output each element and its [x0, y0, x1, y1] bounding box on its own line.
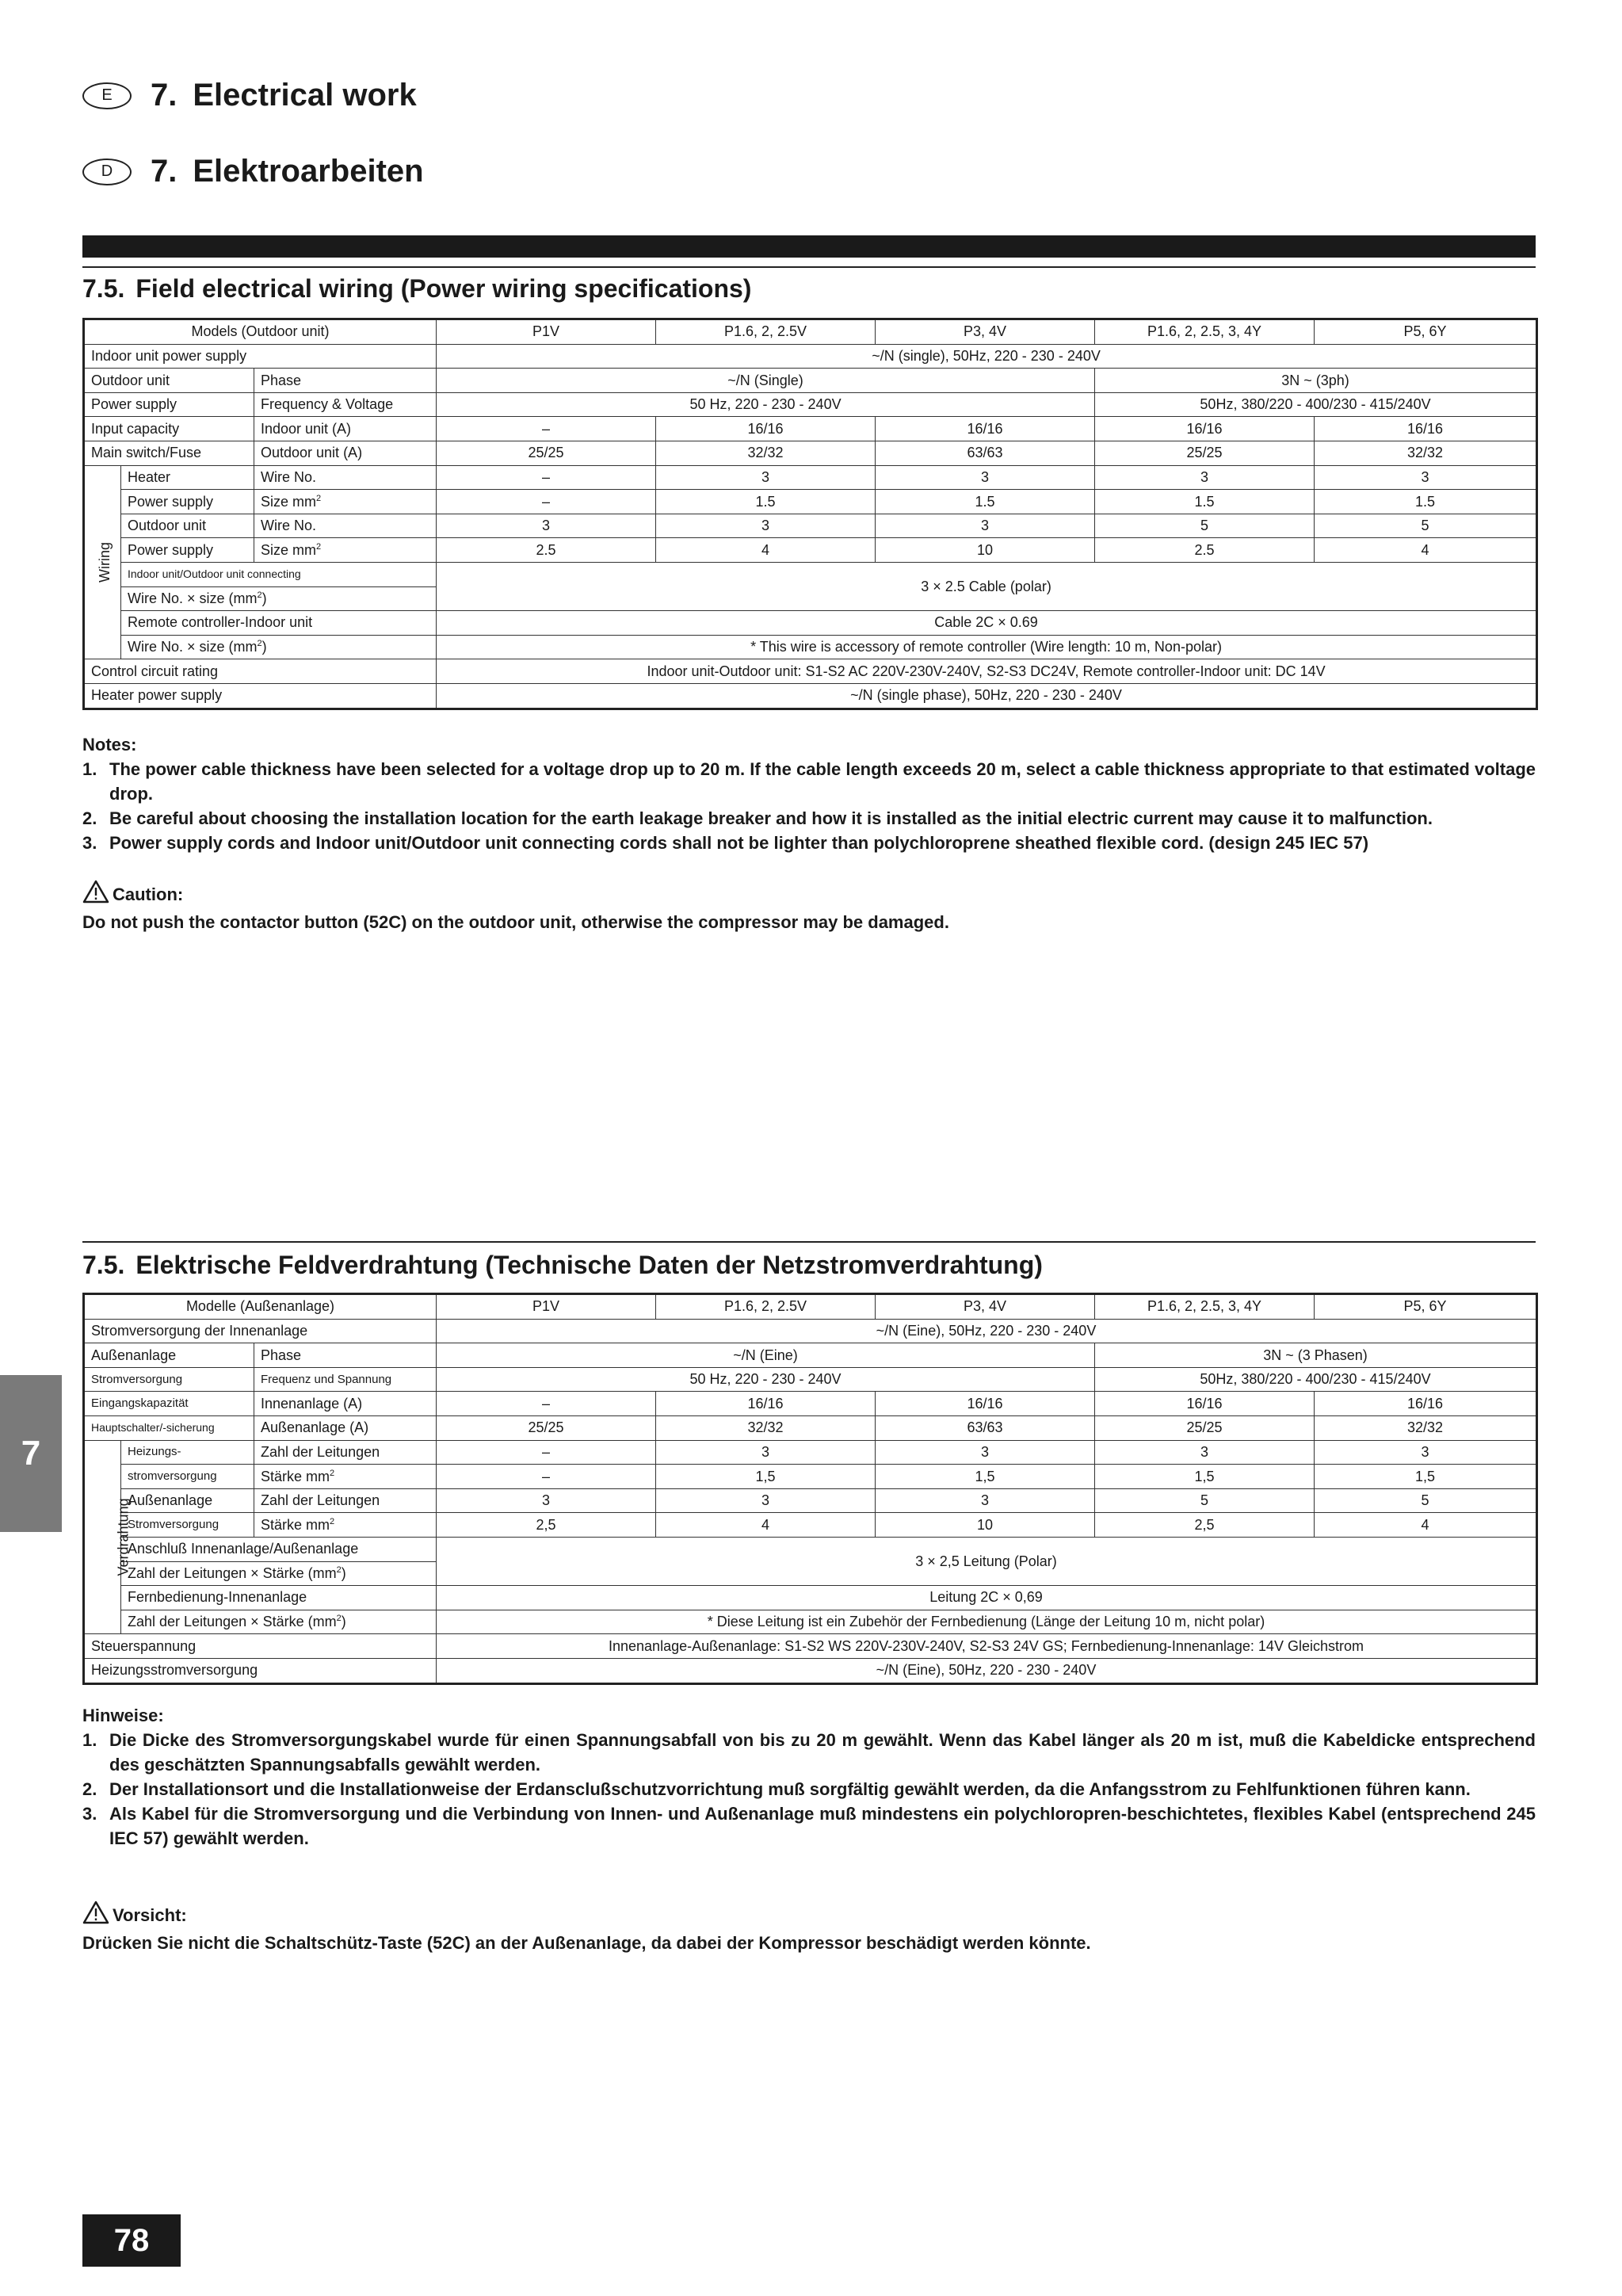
table-cell: 3 [656, 1440, 876, 1465]
row-sublabel: Stärke $mm^2$ [254, 1513, 437, 1538]
list-item: 3. Als Kabel für die Stromversorgung und die Verbindung von Innen- und Außenanlage muß mindestens ein polychloropren-beschichtetes, flexibles Kabel (entsprechend 245 IEC 57) gewählt werden. [82, 1804, 1536, 1848]
notes-heading: Notes: [82, 735, 137, 755]
row-sublabel: Zahl der Leitungen [254, 1488, 437, 1513]
wiring-label: Wiring [97, 541, 113, 583]
table-cell: 16/16 [876, 417, 1095, 441]
row-label: Anschluß Innenanlage/Außenanlage [121, 1537, 437, 1561]
row-sublabel: Phase [254, 369, 437, 393]
table-cell: ~/N (Eine) [437, 1343, 1095, 1368]
warning-icon [82, 1901, 109, 1931]
wiring-spec-table-de [82, 1293, 1538, 1685]
table-row [84, 1319, 1537, 1343]
row-label: Power supply [84, 392, 254, 417]
table-row [84, 1367, 1537, 1392]
table-cell: 4 [1315, 538, 1537, 563]
row-sublabel: Indoor unit (A) [254, 417, 437, 441]
row-sublabel: Wire No. [254, 514, 437, 538]
table-cell: Innenanlage-Außenanlage: S1-S2 WS 220V-230V-240V, S2-S3 24V GS; Fernbedienung-Innenanlage: 14V Gleichstrom [437, 1634, 1537, 1659]
row-label: Heater power supply [84, 683, 437, 709]
row-label: Outdoor unit [121, 514, 254, 538]
table-cell: 16/16 [656, 1392, 876, 1416]
row-label: Eingangskapazität [84, 1392, 254, 1416]
col-header: P1.6, 2, 2.5, 3, 4Y [1095, 319, 1315, 345]
table-cell: 50 Hz, 220 - 230 - 240V [437, 1367, 1095, 1392]
table-row [84, 1658, 1537, 1683]
list-item: 1. The power cable thickness have been selected for a voltage drop up to 20 m. If the cable length exceeds 20 m, select a cable thickness appropriate to that estimated voltage drop. [82, 759, 1536, 804]
table-cell: 16/16 [1095, 417, 1315, 441]
table-row [84, 1488, 1537, 1513]
wiring-group-label [84, 465, 121, 659]
table-cell: 2.5 [437, 538, 656, 563]
language-badge-de: D [82, 159, 132, 185]
section-rule [82, 1241, 1536, 1243]
table-row [84, 417, 1537, 441]
chapter-title-de: Elektroarbeiten [193, 154, 424, 189]
row-label: Stromversorgung [121, 1513, 254, 1538]
table-cell: 1,5 [656, 1465, 876, 1489]
table-cell: 3 [876, 1440, 1095, 1465]
table-cell: 3 [437, 514, 656, 538]
row-sublabel: Stärke $mm^2$ [254, 1465, 437, 1489]
table-cell: 25/25 [1095, 441, 1315, 465]
table-cell: 25/25 [1095, 1415, 1315, 1440]
col-header: P1V [437, 1294, 656, 1320]
list-item: 2. Be careful about choosing the installation location for the earth leakage breaker and how it is installed as the initial electric current may cause it to malfunction. [82, 808, 1433, 828]
models-header: Models (Outdoor unit) [84, 319, 437, 345]
table-cell: 32/32 [656, 1415, 876, 1440]
table-cell: ~/N (Single) [437, 369, 1095, 393]
section-title-de [82, 1251, 1043, 1280]
row-label: Steuerspannung [84, 1634, 437, 1659]
table-row [84, 1513, 1537, 1538]
header-en [82, 78, 417, 113]
table-row [84, 1537, 1537, 1561]
row-label: Remote controller-Indoor unit [121, 611, 437, 636]
row-label: Power supply [121, 490, 254, 514]
table-cell: – [437, 490, 656, 514]
table-cell: 1,5 [1095, 1465, 1315, 1489]
page-number: 78 [82, 2214, 181, 2267]
col-header: P1.6, 2, 2.5V [656, 1294, 876, 1320]
chapter-number: 7. [151, 78, 177, 113]
row-label: Außenanlage [121, 1488, 254, 1513]
table-cell: 5 [1315, 514, 1537, 538]
table-cell: 1.5 [1095, 490, 1315, 514]
table-cell: – [437, 417, 656, 441]
table-cell: 16/16 [1315, 1392, 1537, 1416]
row-label: Indoor unit power supply [84, 344, 437, 369]
table-cell: 1.5 [876, 490, 1095, 514]
table-row [84, 1440, 1537, 1465]
col-header: P3, 4V [876, 319, 1095, 345]
list-item: 2. Der Installationsort und die Installationweise der Erdansclußschutzvorrichtung muß sorgfältig gewählt werden, da die Anfangsstrom zu Fehlfunktionen führen kann. [82, 1779, 1471, 1799]
table-row [84, 611, 1537, 636]
chapter-title-en: Electrical work [193, 78, 417, 113]
table-row [84, 1634, 1537, 1659]
header-rule [82, 266, 1536, 268]
table-cell: 4 [656, 538, 876, 563]
table-row [84, 538, 1537, 563]
language-badge-en: E [82, 82, 132, 109]
list-item: 1. Die Dicke des Stromversorgungskabel wurde für einen Spannungsabfall von bis zu 20 m gewählt. Wenn das Kabel länger als 20 m ist, muß die Kabeldicke entsprechend des geschätzten Spannungsabfalls gewählt werden. [82, 1730, 1536, 1775]
table-cell: Leitung 2C × 0,69 [437, 1586, 1537, 1610]
table-cell: 3 [1095, 1440, 1315, 1465]
table-row [84, 683, 1537, 709]
row-label: Input capacity [84, 417, 254, 441]
table-cell: 2,5 [437, 1513, 656, 1538]
table-header-row [84, 1294, 1537, 1320]
table-cell: ~/N (single), 50Hz, 220 - 230 - 240V [437, 344, 1537, 369]
table-row [84, 490, 1537, 514]
section-title-text: Elektrische Feldverdrahtung (Technische Daten der Netzstromverdrahtung) [135, 1251, 1043, 1279]
chapter-side-tab: 7 [0, 1375, 62, 1532]
row-label: Control circuit rating [84, 659, 437, 684]
wiring-spec-table-en [82, 318, 1538, 710]
table-cell: 3 × 2,5 Leitung (Polar) [437, 1537, 1537, 1585]
table-cell: 50Hz, 380/220 - 400/230 - 415/240V [1095, 1367, 1537, 1392]
col-header: P1V [437, 319, 656, 345]
table-cell: 3 × 2.5 Cable (polar) [437, 562, 1537, 610]
table-cell: 3 [1095, 465, 1315, 490]
table-cell: Cable 2C × 0.69 [437, 611, 1537, 636]
table-cell: 32/32 [656, 441, 876, 465]
table-cell: 3 [437, 1488, 656, 1513]
row-label: Außenanlage [84, 1343, 254, 1368]
table-cell: 25/25 [437, 441, 656, 465]
table-cell: ~/N (Eine), 50Hz, 220 - 230 - 240V [437, 1658, 1537, 1683]
table-cell: 1.5 [1315, 490, 1537, 514]
table-cell: 2.5 [1095, 538, 1315, 563]
row-sublabel: Zahl der Leitungen × Stärke $(mm^2)$ [121, 1561, 437, 1586]
table-row [84, 1392, 1537, 1416]
row-sublabel: Wire No. × size $(mm^2)$ [121, 635, 437, 659]
table-cell: 63/63 [876, 1415, 1095, 1440]
table-cell: 3 [656, 1488, 876, 1513]
models-header: Modelle (Außenanlage) [84, 1294, 437, 1320]
caution-text: Do not push the contactor button (52C) on the outdoor unit, otherwise the compressor may be damaged. [82, 912, 949, 932]
table-cell: 3 [876, 514, 1095, 538]
caution-title: Vorsicht: [113, 1905, 187, 1925]
table-cell: 3 [656, 465, 876, 490]
col-header: P5, 6Y [1315, 1294, 1537, 1320]
notes-heading: Hinweise: [82, 1706, 164, 1725]
table-cell: 25/25 [437, 1415, 656, 1440]
row-label: Fernbedienung-Innenanlage [121, 1586, 437, 1610]
table-cell: 1,5 [1315, 1465, 1537, 1489]
section-title-text: Field electrical wiring (Power wiring specifications) [135, 274, 752, 303]
row-sublabel: Wire No. × size $(mm^2)$ [121, 586, 437, 611]
table-cell: 5 [1315, 1488, 1537, 1513]
row-label: Heizungsstromversorgung [84, 1658, 437, 1683]
table-cell: 3 [876, 465, 1095, 490]
table-cell: 5 [1095, 1488, 1315, 1513]
table-cell: 1,5 [876, 1465, 1095, 1489]
table-cell: 32/32 [1315, 1415, 1537, 1440]
table-cell: – [437, 1392, 656, 1416]
row-label: Stromversorgung [84, 1367, 254, 1392]
table-header-row [84, 319, 1537, 345]
list-item: 3. Power supply cords and Indoor unit/Outdoor unit connecting cords shall not be lighter than polychloroprene sheathed flexible cord. (design 245 IEC 57) [82, 833, 1369, 853]
table-row [84, 465, 1537, 490]
table-cell: ~/N (single phase), 50Hz, 220 - 230 - 240V [437, 683, 1537, 709]
row-label: Indoor unit/Outdoor unit connecting [121, 562, 437, 586]
caution-de [82, 1901, 1536, 1955]
row-label: Heater [121, 465, 254, 490]
row-sublabel: Size $mm^2$ [254, 538, 437, 563]
table-cell: 2,5 [1095, 1513, 1315, 1538]
table-row [84, 1465, 1537, 1489]
col-header: P3, 4V [876, 1294, 1095, 1320]
header-bar [82, 235, 1536, 258]
table-cell: 32/32 [1315, 441, 1537, 465]
table-cell: 3 [656, 514, 876, 538]
table-cell: 3 [1315, 1440, 1537, 1465]
section-number: 7.5. [82, 274, 125, 303]
table-row [84, 344, 1537, 369]
table-cell: 5 [1095, 514, 1315, 538]
table-row [84, 1415, 1537, 1440]
table-cell: – [437, 465, 656, 490]
table-row [84, 659, 1537, 684]
table-cell: 16/16 [1095, 1392, 1315, 1416]
section-number: 7.5. [82, 1251, 125, 1279]
notes-en [82, 732, 1536, 855]
table-cell: 10 [876, 1513, 1095, 1538]
table-cell: 3N ~ (3ph) [1095, 369, 1537, 393]
table-row [84, 1610, 1537, 1634]
row-label: Hauptschalter/-sicherung [84, 1415, 254, 1440]
table-cell: 3N ~ (3 Phasen) [1095, 1343, 1537, 1368]
row-sublabel: Phase [254, 1343, 437, 1368]
row-label: Power supply [121, 538, 254, 563]
table-cell: * Diese Leitung ist ein Zubehör der Fernbedienung (Länge der Leitung 10 m, nicht polar) [437, 1610, 1537, 1634]
notes-de [82, 1703, 1536, 1851]
row-sublabel: Zahl der Leitungen × Stärke $(mm^2)$ [121, 1610, 437, 1634]
caution-title: Caution: [113, 884, 184, 904]
table-cell: 3 [876, 1488, 1095, 1513]
table-cell: 4 [1315, 1513, 1537, 1538]
table-row [84, 514, 1537, 538]
table-row [84, 635, 1537, 659]
wiring-label: Verdrahtung [115, 1498, 132, 1576]
table-cell: ~/N (Eine), 50Hz, 220 - 230 - 240V [437, 1319, 1537, 1343]
col-header: P5, 6Y [1315, 319, 1537, 345]
table-cell: 16/16 [876, 1392, 1095, 1416]
table-cell: Indoor unit-Outdoor unit: S1-S2 AC 220V-230V-240V, S2-S3 DC24V, Remote controller-Indoor unit: DC 14V [437, 659, 1537, 684]
row-label: Main switch/Fuse [84, 441, 254, 465]
table-cell: – [437, 1465, 656, 1489]
warning-icon [82, 880, 109, 910]
table-cell: 10 [876, 538, 1095, 563]
row-label: Stromversorgung der Innenanlage [84, 1319, 437, 1343]
table-row [84, 1586, 1537, 1610]
row-sublabel: Size $mm^2$ [254, 490, 437, 514]
col-header: P1.6, 2, 2.5V [656, 319, 876, 345]
table-cell: 16/16 [1315, 417, 1537, 441]
table-cell: 50Hz, 380/220 - 400/230 - 415/240V [1095, 392, 1537, 417]
col-header: P1.6, 2, 2.5, 3, 4Y [1095, 1294, 1315, 1320]
table-cell: 50 Hz, 220 - 230 - 240V [437, 392, 1095, 417]
row-label: Heizungs- [121, 1440, 254, 1465]
table-cell: 63/63 [876, 441, 1095, 465]
table-cell: 4 [656, 1513, 876, 1538]
row-sublabel: Frequency & Voltage [254, 392, 437, 417]
table-row [84, 562, 1537, 586]
row-label: Outdoor unit [84, 369, 254, 393]
row-sublabel: Wire No. [254, 465, 437, 490]
table-cell: 16/16 [656, 417, 876, 441]
row-sublabel: Innenanlage (A) [254, 1392, 437, 1416]
chapter-number: 7. [151, 154, 177, 189]
row-sublabel: Zahl der Leitungen [254, 1440, 437, 1465]
table-row [84, 1343, 1537, 1368]
table-row [84, 369, 1537, 393]
wiring-group-label [84, 1440, 132, 1634]
table-cell: * This wire is accessory of remote controller (Wire length: 10 m, Non-polar) [437, 635, 1537, 659]
caution-text: Drücken Sie nicht die Schaltschütz-Taste (52C) an der Außenanlage, da dabei der Kompressor beschädigt werden könnte. [82, 1933, 1091, 1953]
row-sublabel: Outdoor unit (A) [254, 441, 437, 465]
row-label: stromversorgung [121, 1465, 254, 1489]
table-cell: 1.5 [656, 490, 876, 514]
table-cell: – [437, 1440, 656, 1465]
table-row [84, 392, 1537, 417]
caution-en [82, 880, 1536, 934]
table-cell: 3 [1315, 465, 1537, 490]
row-sublabel: Frequenz und Spannung [254, 1367, 437, 1392]
row-sublabel: Außenanlage (A) [254, 1415, 437, 1440]
table-row [84, 441, 1537, 465]
section-title-en [82, 274, 751, 304]
header-de [82, 154, 424, 189]
